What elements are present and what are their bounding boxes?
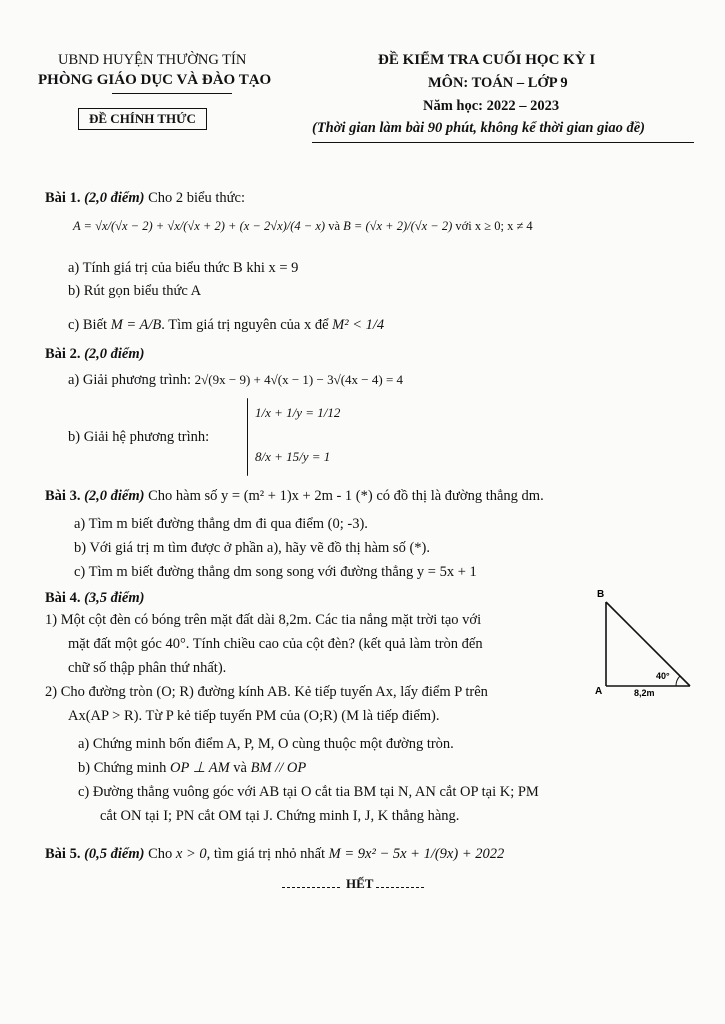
bai1-part-c xyxy=(68,317,384,334)
bai2-points: (2,0 điểm) xyxy=(84,346,145,362)
bai1-c-mid: . Tìm giá trị nguyên của x để xyxy=(161,317,329,333)
bai4-b-and: và xyxy=(233,760,247,776)
bai4-p1-line1: 1) Một cột đèn có bóng trên mặt đất dài 8,2m. Các tia nắng mặt trời tạo với xyxy=(45,612,482,628)
bai2-title: Bài 2. xyxy=(45,346,81,362)
bai4-p2-part-c-line2: cắt ON tại I; PN cắt OM tại J. Chứng minh I, J, K thẳng hàng. xyxy=(100,808,460,824)
bai4-p1-line3: chữ số thập phân thứ nhất). xyxy=(68,660,227,676)
bai4-p1-line2: mặt đất một góc 40°. Tính chiều cao của cột đèn? (kết quả làm tròn đến xyxy=(68,636,483,652)
figure-length-label: 8,2m xyxy=(634,688,655,698)
bai5-title: Bài 5. xyxy=(45,846,81,862)
bai1-c-pre: c) Biết xyxy=(68,317,108,333)
bai4-p2-part-b xyxy=(78,760,306,777)
bai1-intro: Cho 2 biểu thức: xyxy=(148,190,245,206)
department-name: UBND HUYỆN THƯỜNG TÍN xyxy=(58,52,247,68)
bai2-part-a xyxy=(68,372,403,389)
office-name: PHÒNG GIÁO DỤC VÀ ĐÀO TẠO xyxy=(38,72,272,88)
bai2-a-pre: a) Giải phương trình: xyxy=(68,372,192,388)
bai3-intro: Cho hàm số y = (m² + 1)x + 2m - 1 (*) có đồ thị là đường thẳng dm. xyxy=(148,488,544,504)
footer-dash-left xyxy=(282,887,340,888)
bai3-points: (2,0 điểm) xyxy=(84,488,145,504)
system-equation-1: 1/x + 1/y = 1/12 xyxy=(255,405,341,420)
condition-text: với x ≥ 0; x ≠ 4 xyxy=(455,219,533,233)
system-equation-2: 8/x + 15/y = 1 xyxy=(255,449,331,464)
bai1-heading xyxy=(45,190,245,207)
bai1-c-M: M = A/B xyxy=(110,317,162,333)
equation-system-brace xyxy=(247,398,248,476)
bai5-condition: x > 0 xyxy=(175,846,207,862)
header-left-underline xyxy=(112,93,232,94)
footer-dash-right xyxy=(376,887,424,888)
figure-sunray xyxy=(606,602,690,686)
figure-angle-label: 40° xyxy=(656,671,670,681)
official-badge: ĐỀ CHÍNH THỨC xyxy=(78,108,207,130)
bai5-heading xyxy=(45,846,504,863)
bai5-mid: , tìm giá trị nhỏ nhất xyxy=(206,846,326,862)
bai3-title: Bài 3. xyxy=(45,488,81,504)
exam-duration: (Thời gian làm bài 90 phút, không kể thời gian giao đề) xyxy=(312,120,645,136)
bai5-expression: M = 9x² − 5x + 1/(9x) + 2022 xyxy=(328,846,505,862)
bai1-points: (2,0 điểm) xyxy=(84,190,145,206)
expr-A-text: A = √x/(√x − 2) + √x/(√x + 2) + (x − 2√x)/(4 − x) xyxy=(73,219,326,233)
bai3-part-a: a) Tìm m biết đường thẳng dm đi qua điểm (0; -3). xyxy=(74,516,368,532)
bai5-pre: Cho xyxy=(148,846,173,862)
lamp-post-figure xyxy=(592,586,697,698)
bai2-a-equation: 2√(9x − 9) + 4√(x − 1) − 3√(4x − 4) = 4 xyxy=(194,372,404,387)
bai4-p2-line1: 2) Cho đường tròn (O; R) đường kính AB. Kẻ tiếp tuyến Ax, lấy điểm P trên xyxy=(45,684,488,700)
bai4-p2-part-a: a) Chứng minh bốn điểm A, P, M, O cùng thuộc một đường tròn. xyxy=(78,736,454,752)
bai5-points: (0,5 điểm) xyxy=(84,846,145,862)
subject-line: MÔN: TOÁN – LỚP 9 xyxy=(428,75,568,91)
bai4-p2-part-c-line1: c) Đường thẳng vuông góc với AB tại O cắt tia BM tại N, AN cắt OP tại K; PM xyxy=(78,784,539,800)
bai2-heading xyxy=(45,346,144,363)
bai4-p2-line2: Ax(AP > R). Từ P kẻ tiếp tuyến PM của (O;R) (M là tiếp điểm). xyxy=(68,708,440,724)
end-marker: HẾT xyxy=(346,876,374,891)
bai4-heading xyxy=(45,590,144,607)
bai1-title: Bài 1. xyxy=(45,190,81,206)
bai1-part-b: b) Rút gọn biểu thức A xyxy=(68,283,202,299)
bai4-points: (3,5 điểm) xyxy=(84,590,145,606)
bai4-title: Bài 4. xyxy=(45,590,81,606)
bai1-expression-A xyxy=(73,219,533,234)
figure-label-B: B xyxy=(597,589,605,600)
expr-B-text: B = (√x + 2)/(√x − 2) xyxy=(343,219,453,233)
bai4-b-parallel: BM // OP xyxy=(250,760,307,776)
figure-angle-arc xyxy=(676,676,680,686)
header-right-underline xyxy=(312,142,694,143)
exam-title: ĐỀ KIỂM TRA CUỐI HỌC KỲ I xyxy=(378,52,596,68)
bai4-b-pre: b) Chứng minh xyxy=(78,760,167,776)
bai3-part-b: b) Với giá trị m tìm được ở phần a), hãy vẽ đồ thị hàm số (*). xyxy=(74,540,430,556)
figure-label-A: A xyxy=(595,686,603,697)
and-label: và xyxy=(328,219,341,233)
bai2-part-b: b) Giải hệ phương trình: xyxy=(68,429,210,445)
bai4-b-perp: OP ⊥ AM xyxy=(170,760,230,776)
bai1-c-ineq: M² < 1/4 xyxy=(332,317,385,333)
bai3-part-c: c) Tìm m biết đường thẳng dm song song với đường thẳng y = 5x + 1 xyxy=(74,564,477,580)
bai3-heading xyxy=(45,488,544,505)
bai1-part-a: a) Tính giá trị của biểu thức B khi x = 9 xyxy=(68,260,299,276)
school-year: Năm học: 2022 – 2023 xyxy=(423,98,560,114)
